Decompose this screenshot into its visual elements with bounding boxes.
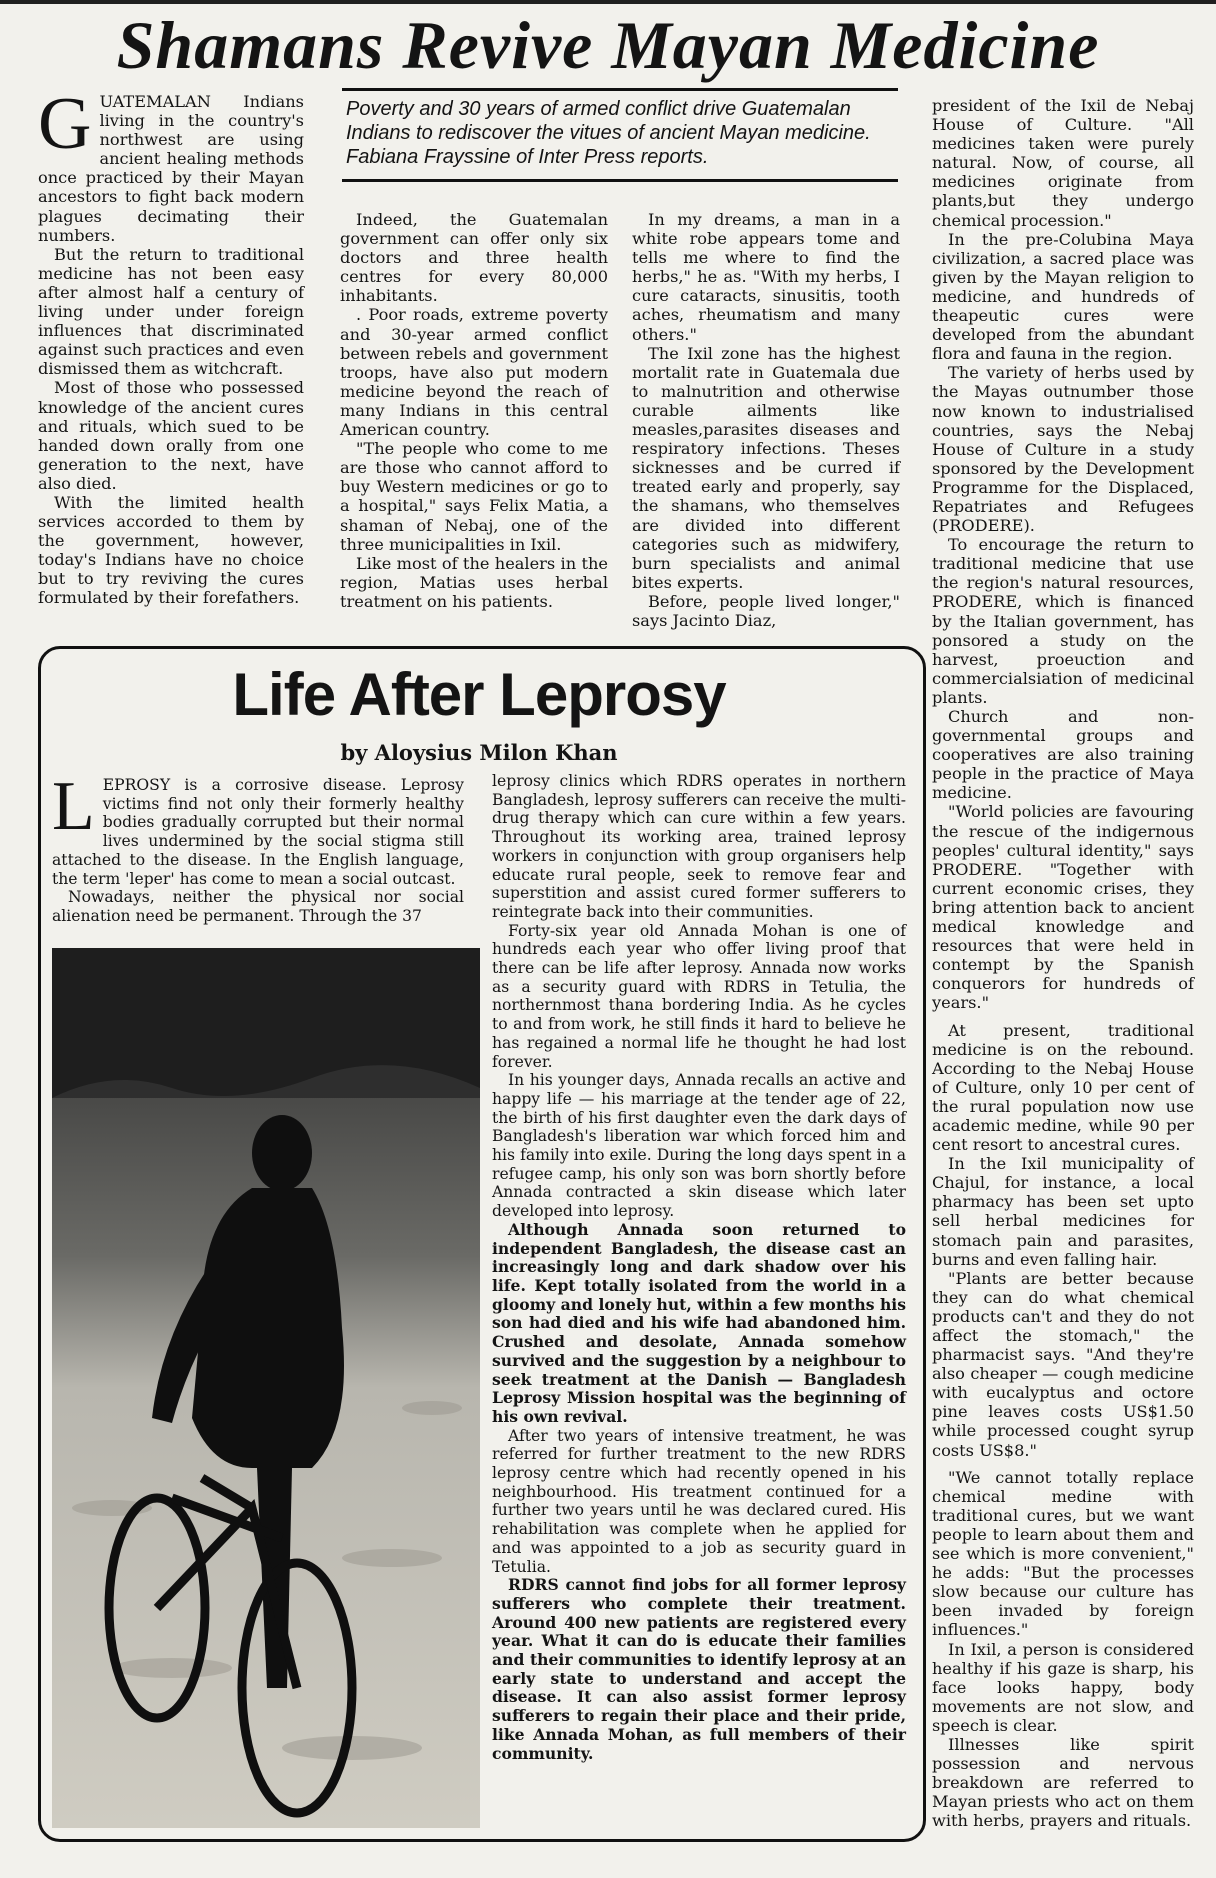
col2-para-0: Indeed, the Guatemalan government can offer only six doctors and three health centres for every 80,000 inhabitants. (340, 210, 608, 306)
box-left-para-1: Nowadays, neither the physical nor social alienation need be permanent. Through the 37 (52, 888, 464, 925)
box-right-para-0: leprosy clinics which RDRS operates in northern Bangladesh, leprosy sufferers can receive the multi-drug therapy which can cure within a few years. Throughout its working area, trained leprosy workers in conjunction with group organisers help educate rural people, seek to remove fear and superstition and assist cured former sufferers to reintegrate back into their communities. (492, 772, 906, 921)
photo-cyclist (52, 948, 480, 1828)
col4-para-5: "World policies are favouring the rescue of the indigernous peoples' cultural identity," says PRODERE. "Together with current economic crises, they bring attention back to ancient medical knowledge and resources that were held in contempt by the Spanish conquerors for hundreds of years." (932, 802, 1194, 1013)
col2-para-1: . Poor roads, extreme poverty and 30-year armed conflict between rebels and government troops, have also put modern medicine beyond the reach of many Indians in this central American country. (340, 305, 608, 440)
col4-para-3: To encourage the return to traditional medicine that use the region's natural resources, PRODERE, which is financed by the Italian government, has ponsored a study on the harvest, proeuction and commercialsiation of medicinal plants. (932, 535, 1194, 707)
col4-para-11: Illnesses like spirit possession and nervous breakdown are referred to Mayan priests who act on them with herbs, prayers and rituals. (932, 1734, 1194, 1831)
col1-para-0: GUATEMALAN Indians living in the country's northwest are using ancient healing methods once practiced by their Mayan ancestors to fight back modern plagues decimating their numbers. (38, 83, 304, 245)
column-2 (340, 210, 608, 611)
box-right-column (492, 772, 906, 1763)
column-1 (38, 83, 304, 608)
col4-para-7: In the Ixil municipality of Chajul, for instance, a local pharmacy has been set upto sell herbal medicines for stomach pain and parasites, burns and even falling hair. (932, 1154, 1194, 1269)
col3-para-0: In my dreams, a man in a white robe appears tome and tells me where to find the herbs," he as. "With my herbs, I cure cataracts, sinusitis, tooth aches, rheumatism and many others." (632, 210, 900, 344)
column-3 (632, 210, 900, 630)
box-title: Life After Leprosy (232, 661, 726, 728)
col4-para-2: The variety of herbs used by the Mayas outnumber those now known to industrialised countries, says the Nebaj House of Culture in a study sponsored by the Development Programme for the Displaced, Repatriates and Refugees (PRODERE). (932, 363, 1194, 536)
box-right-para-3: Although Annada soon returned to independent Bangladesh, the disease cast an increasingly long and dark shadow over his life. Kept totally isolated from the world in a gloomy and lonely hut, within a few months his son had died and his wife had abandoned him. Crushed and desolate, Annada somehow survived and the suggestion by a neighbour to seek treatment at the Danish — Bangladesh Leprosy Mission hospital was the beginning of his own revival. (492, 1219, 906, 1426)
col4-para-10: In Ixil, a person is considered healthy if his gaze is sharp, his face looks happy, body movements are not slow, and speech is clear. (932, 1639, 1194, 1735)
box-right-para-2: In his younger days, Annada recalls an active and happy life — his marriage at the tender age of 22, the birth of his first daughter even the dark days of Bangladesh's liberation war which forced him and his family into exile. During the long days spent in a refugee camp, his only son was born shortly before Annada contracted a skin disease which later developed into leprosy. (492, 1071, 906, 1221)
dropcap-g: G (38, 83, 92, 165)
col2-para-2: "The people who come to me are those who cannot afford to buy Western medicines or go to a hospital," says Felix Matia, a shaman of Nebaj, one of the three municipalities in Ixil. (340, 439, 608, 554)
byline: by Aloysius Milon Khan (340, 740, 618, 765)
col4-para-0: president of the Ixil de Nebaj House of Culture. "All medicines taken were purely natural. Now, of course, all medicines originate from plants,but they undergo chemical procession." (932, 96, 1194, 230)
box-left-para-0: LEPROSY is a corrosive disease. Leprosy victims find not only their formerly healthy bodies gradually corrupted but their normal lives undermined by the social stigma still attached to the disease. In the English language, the term 'leper' has come to mean a social outcast. (52, 768, 464, 888)
box-right-para-1: Forty-six year old Annada Mohan is one of hundreds each year who offer living proof that there can be life after leprosy. Annada now works as a security guard with RDRS in Tetulia, the northernmost thana bordering India. As he cycles to and from work, he still finds it hard to believe he has regained a normal life he thought he had lost forever. (492, 921, 906, 1071)
box-left-column (52, 768, 464, 926)
col1-para-3: With the limited health services accorded to them by the government, however, today's Indians have no choice but to try reviving the cures formulated by their forefathers. (38, 492, 304, 608)
deck: Poverty and 30 years of armed conflict drive Guatemalan Indians to rediscover the vitues of ancient Mayan medicine. Fabiana Frayssine of Inter Press reports. (342, 88, 898, 182)
col4-para-8: "Plants are better because they can do what chemical products can't and they do not affect the stomach," the pharmacist says. "And they're also cheaper — cough medicine with eucalyptus and octore pine leaves costs US$1.50 while processed cought syrup costs US$8." (932, 1268, 1194, 1460)
col3-para-1: The Ixil zone has the highest mortalit rate in Guatemala due to malnutrition and otherwise curable ailments like measles,parasites diseases and respiratory infections. Theses sicknesses and be curred if treated early and properly, say the shamans, who themselves are divided into different categories such as midwifery, burn specialists and animal bites experts. (632, 343, 900, 592)
col3-para-2: Before, people lived longer," says Jacinto Diaz, (632, 591, 900, 630)
box-right-para-4: After two years of intensive treatment, he was referred for further treatment to the new RDRS leprosy centre which had recently opened in his neighbourhood. His treatment continued for a further two years until he was declared cured. His rehabilitation was complete when he applied for and was appointed to a job as security guard in Tetulia. (492, 1426, 906, 1576)
column-4 (932, 96, 1194, 1830)
headline: Shamans Revive Mayan Medicine (116, 7, 1100, 83)
col4-para-6: At present, traditional medicine is on the rebound. According to the Nebaj House of Culture, only 10 per cent of the rural population now use academic medine, while 90 per cent resort to ancestral cures. (932, 1020, 1194, 1155)
col4-para-1: In the pre-Colubina Maya civilization, a sacred place was given by the Mayan religion to medicine, and hundreds of theapeutic cures were developed from the abundant flora and fauna in the region. (932, 229, 1194, 364)
col1-para-1: But the return to traditional medicine has not been easy after almost half a century of living under under foreign influences that discriminated against such practices and even dismissed them as witchcraft. (38, 244, 304, 379)
col2-para-3: Like most of the healers in the region, Matias uses herbal treatment on his patients. (340, 553, 608, 611)
col1-para-2: Most of those who possessed knowledge of the ancient cures and rituals, which sued to be handed down orally from one generation to the next, have also died. (38, 378, 304, 493)
top-rule (0, 0, 1216, 4)
dropcap-l: L (52, 768, 95, 845)
col4-para-9: "We cannot totally replace chemical medine with traditional cures, but we want people to learn about them and see which is more convenient," he adds: "But the processes slow because our culture has been invaded by foreign influences." (932, 1467, 1194, 1640)
box-right-para-5: RDRS cannot find jobs for all former leprosy sufferers who complete their treatment. Around 400 new patients are registered every year. What it can do is educate their families and their communities to identify leprosy at an early state to understand and accept the disease. It can also assist former leprosy sufferers to regain their place and their pride, like Annada Mohan, as full members of their community. (492, 1575, 906, 1763)
col4-para-4: Church and non-governmental groups and cooperatives are also training people in the practice of Maya medicine. (932, 707, 1194, 803)
